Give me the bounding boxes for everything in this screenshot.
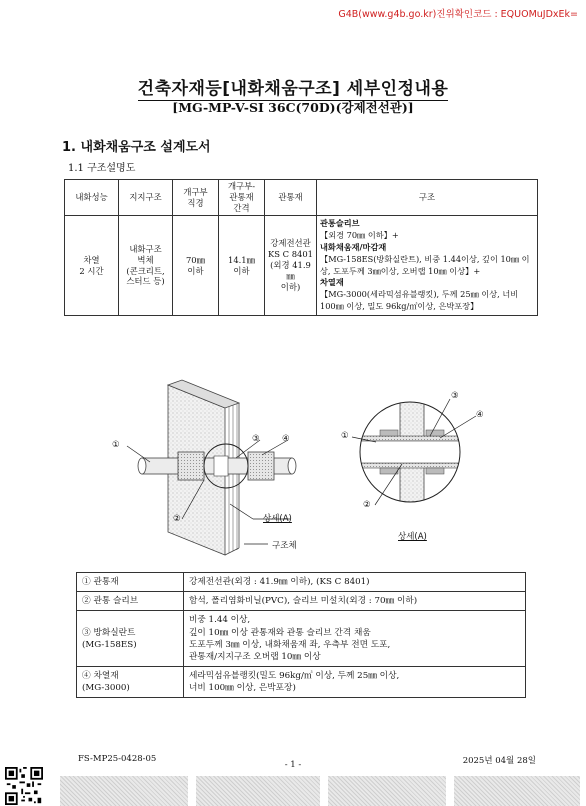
security-pattern	[196, 776, 320, 806]
table-row	[77, 573, 526, 592]
verification-code: G4B(www.g4b.go.kr)진위확인코드 : EQUOMuJDxEk=	[338, 9, 578, 20]
structure-label: 구조체	[272, 541, 297, 551]
cell-diameter: 70㎜ 이하	[173, 216, 219, 316]
detail-caption: 상세(A)	[398, 532, 427, 542]
cell-penetrant: 강제전선관 KS C 8401 (외경 41.9㎜ 이하)	[265, 216, 317, 316]
component-desc: 세라믹섬유블랭킷(밀도 96kg/㎥ 이상, 두께 25㎜ 이상, 너비 100㎜ 이상, 은박포장)	[184, 667, 526, 698]
table-row	[77, 592, 526, 611]
structure-text: 【외경 70㎜ 이하】+	[320, 229, 399, 240]
component-label: ② 관통 슬리브	[77, 592, 184, 611]
conduit-pipe	[138, 452, 296, 480]
security-pattern	[60, 776, 188, 806]
component-desc: 강제전선관(외경 : 41.9㎜ 이하), (KS C 8401)	[184, 573, 526, 592]
col-header: 개구부 직경	[173, 180, 219, 216]
marker-2: ②	[173, 514, 181, 524]
col-header: 개구부- 관통재 간격	[219, 180, 265, 216]
cell-gap: 14.1㎜ 이하	[219, 216, 265, 316]
security-pattern	[328, 776, 446, 806]
marker-1-detail: ①	[341, 431, 349, 441]
marker-4-detail: ④	[476, 410, 484, 420]
issue-date: 2025년 04월 28일	[462, 756, 536, 766]
component-desc: 함석, 폴리염화비닐(PVC), 슬리브 미설치(외경 : 70㎜ 이하)	[184, 592, 526, 611]
table-row	[65, 216, 538, 316]
component-label: ① 관통재	[77, 573, 184, 592]
structure-table	[64, 179, 538, 316]
subsection-heading: 1.1 구조설명도	[68, 163, 136, 174]
marker-3: ③	[252, 434, 260, 444]
col-header: 내화성능	[65, 180, 119, 216]
table-row	[77, 667, 526, 698]
structure-heading: 내화채움재/마감재	[320, 241, 387, 252]
col-header: 구조	[317, 180, 538, 216]
page-number: - 1 -	[284, 760, 302, 770]
component-label: ④ 차열재 (MG-3000)	[77, 667, 184, 698]
component-table	[76, 572, 526, 698]
structure-text: 【MG-3000(세라믹섬유블랭킷), 두께 25㎜ 이상, 너비 100㎜ 이상, 밀도 96kg/㎥이상, 은박포장】	[320, 289, 519, 312]
document-number: FS-MP25-0428-05	[78, 754, 157, 764]
table-header-row	[65, 180, 538, 216]
security-pattern	[454, 776, 580, 806]
structure-heading: 관통슬리브	[320, 218, 360, 228]
table-row	[77, 611, 526, 667]
marker-2-detail: ②	[363, 500, 371, 510]
installation-diagram	[0, 370, 586, 560]
detail-label: 상세(A)	[263, 514, 292, 524]
cell-structure	[317, 216, 538, 316]
detail-section	[358, 400, 464, 506]
cell-performance: 차열 2 시간	[65, 216, 119, 316]
structure-text: 【MG-158ES(방화실란트), 비중 1.44이상, 깊이 10㎜ 이상, 도포두께 3㎜이상, 오버랩 10㎜ 이상】+	[320, 253, 530, 276]
cell-support: 내화구조 벽체 (콘크리트, 스터드 등)	[119, 216, 173, 316]
col-header: 지지구조	[119, 180, 173, 216]
component-label: ③ 방화실란트 (MG-158ES)	[77, 611, 184, 667]
marker-3-detail: ③	[451, 391, 459, 401]
document-title: 건축자재등[내화채움구조] 세부인정내용	[137, 79, 449, 99]
component-desc: 비중 1.44 이상, 깊이 10㎜ 이상 관통재와 관통 슬리브 간격 채움 도포두께 3㎜ 이상, 내화채움재 좌, 우측부 전면 도포, 관통재/지지구조 오버랩 10㎜ 이상	[184, 611, 526, 667]
marker-1: ①	[112, 440, 120, 450]
section-heading: 1. 내화채움구조 설계도서	[62, 140, 211, 155]
structure-heading: 차열재	[320, 277, 344, 288]
marker-4: ④	[282, 434, 290, 444]
document-subtitle: [MG-MP-V-SI 36C(70D)(강제전선관)]	[172, 100, 414, 115]
col-header: 관통재	[265, 180, 317, 216]
qr-code-icon	[5, 767, 43, 805]
